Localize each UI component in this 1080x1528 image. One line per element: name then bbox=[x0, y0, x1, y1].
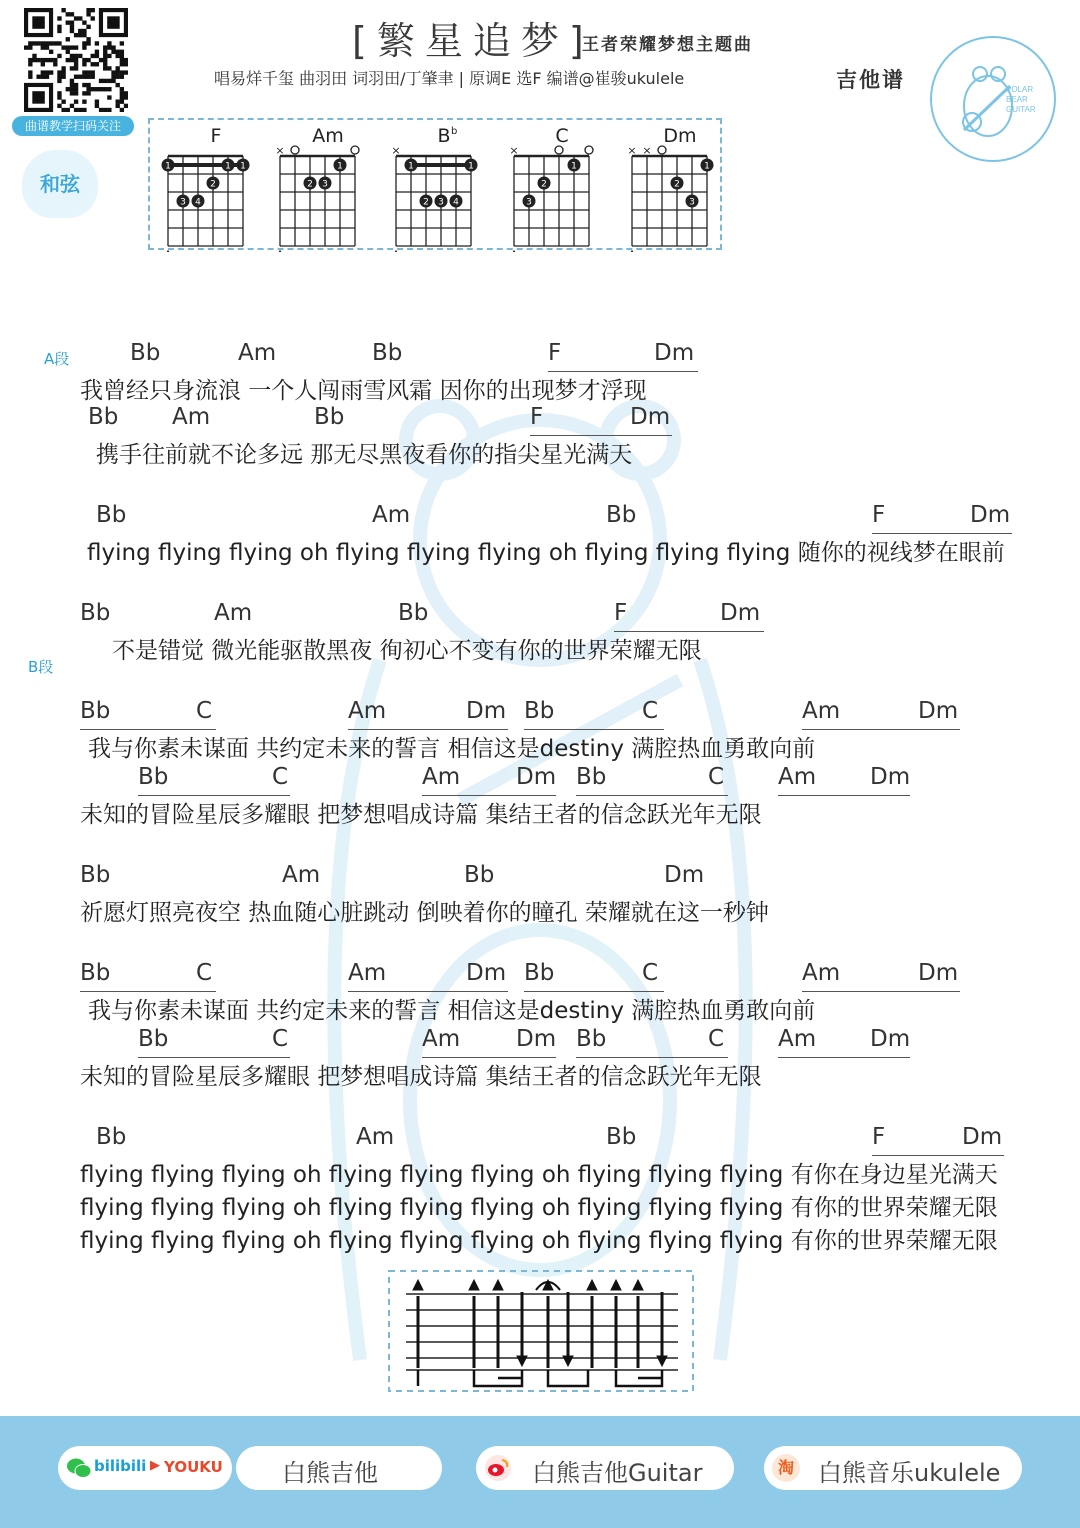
chord-label: Bb bbox=[138, 764, 169, 790]
svg-text:1: 1 bbox=[165, 161, 171, 172]
chord-label: Am bbox=[802, 698, 841, 724]
lyric-line: 我曾经只身流浪 一个人闯雨雪风霜 因你的出现梦才浮现 bbox=[80, 378, 647, 404]
chord-label: Am bbox=[422, 1026, 461, 1052]
lyric-line: flying flying flying oh flying flying flying oh flying flying flying 随你的视线梦在眼前 bbox=[87, 540, 1005, 566]
taobao-icon: 淘 bbox=[772, 1454, 800, 1482]
chord-label: Bb bbox=[96, 502, 127, 528]
chord-label: C bbox=[272, 764, 289, 790]
chord-label: Am bbox=[356, 1124, 395, 1150]
youku-play-icon: ▶ bbox=[150, 1458, 160, 1473]
chord-label: Am bbox=[172, 404, 211, 430]
chord-label: Bb bbox=[80, 960, 111, 986]
chord-label: Dm bbox=[870, 764, 911, 790]
chord-label: Bb bbox=[130, 340, 161, 366]
chord-underline bbox=[802, 729, 960, 730]
chord-underline bbox=[778, 795, 910, 796]
svg-text:2: 2 bbox=[541, 179, 547, 190]
chord-underline bbox=[778, 1057, 910, 1058]
svg-text:1: 1 bbox=[337, 161, 343, 172]
chord-label: Am bbox=[422, 764, 461, 790]
svg-text:4: 4 bbox=[453, 197, 459, 208]
video-platforms-pill[interactable] bbox=[58, 1446, 232, 1490]
svg-text:×: × bbox=[627, 144, 637, 157]
svg-text:1: 1 bbox=[408, 161, 414, 172]
lyric-line: flying flying flying oh flying flying flying oh flying flying flying 有你的世界荣耀无限 bbox=[80, 1228, 998, 1254]
chord-label: Bb bbox=[576, 764, 607, 790]
chord-diagram-f bbox=[160, 120, 272, 252]
chord-label: Bb bbox=[96, 1124, 127, 1150]
chord-label: Dm bbox=[466, 698, 507, 724]
chord-label: Dm bbox=[630, 404, 671, 430]
lyric-line: flying flying flying oh flying flying flying oh flying flying flying 有你在身边星光满天 bbox=[80, 1162, 998, 1188]
channel-name: 白熊音乐ukulele bbox=[818, 1459, 1001, 1487]
chord-label: C bbox=[708, 1026, 725, 1052]
chord-label: F bbox=[548, 340, 562, 366]
chord-label: Am bbox=[238, 340, 277, 366]
chord-label: Bb bbox=[524, 698, 555, 724]
chord-label: Am bbox=[778, 764, 817, 790]
chord-diagram-bb bbox=[388, 120, 500, 252]
chord-section-tag: 和弦 bbox=[22, 150, 98, 218]
chord-label: Bb bbox=[606, 1124, 637, 1150]
chord-label: Am bbox=[214, 600, 253, 626]
chord-label: Dm bbox=[516, 764, 557, 790]
chord-label: Dm bbox=[918, 960, 959, 986]
lyric-line: flying flying flying oh flying flying flying oh flying flying flying 有你的世界荣耀无限 bbox=[80, 1195, 998, 1221]
chord-label: Bb bbox=[80, 600, 111, 626]
chord-label: Dm bbox=[970, 502, 1011, 528]
lyric-line: 我与你素未谋面 共约定未来的誓言 相信这是destiny 满腔热血勇敢向前 bbox=[88, 736, 816, 762]
chord-label: C bbox=[196, 960, 213, 986]
channel-pill-taobao[interactable] bbox=[764, 1446, 1022, 1490]
chord-label: C bbox=[272, 1026, 289, 1052]
svg-text:×: × bbox=[642, 144, 652, 157]
svg-text:1: 1 bbox=[225, 161, 231, 172]
chord-label: Dm bbox=[962, 1124, 1003, 1150]
logo-text-line: BEAR bbox=[1006, 95, 1028, 104]
chord-label: Bb bbox=[138, 1026, 169, 1052]
lyric-line: 未知的冒险星辰多耀眼 把梦想唱成诗篇 集结王者的信念跃光年无限 bbox=[80, 802, 762, 828]
chord-flat-sup: b bbox=[451, 126, 458, 137]
chord-label: Bb bbox=[80, 862, 111, 888]
chord-label: Dm bbox=[720, 600, 761, 626]
chord-label: Dm bbox=[654, 340, 695, 366]
svg-text:1: 1 bbox=[571, 161, 577, 172]
chord-label: Dm bbox=[664, 862, 705, 888]
chord-label: F bbox=[872, 1124, 886, 1150]
svg-text:3: 3 bbox=[180, 197, 186, 208]
chord-label: Dm bbox=[516, 1026, 557, 1052]
chord-label: Bb bbox=[80, 698, 111, 724]
chord-label: Bb bbox=[398, 600, 429, 626]
logo-text-line: POLAR bbox=[1006, 85, 1034, 94]
logo-text-line: GUITAR bbox=[1006, 105, 1036, 114]
wechat-icon bbox=[66, 1456, 92, 1480]
bilibili-logo: bilibili bbox=[94, 1457, 147, 1475]
channel-pill-weibo[interactable] bbox=[476, 1446, 734, 1490]
chord-label: Am bbox=[348, 960, 387, 986]
svg-text:2: 2 bbox=[674, 179, 680, 190]
chord-name: F bbox=[210, 125, 222, 147]
lyric-line: 不是错觉 微光能驱散黑夜 徇初心不变有你的世界荣耀无限 bbox=[112, 638, 702, 664]
chord-label: C bbox=[708, 764, 725, 790]
strum-pattern bbox=[388, 1270, 694, 1392]
chord-label: Bb bbox=[88, 404, 119, 430]
channel-pill-bilibili[interactable] bbox=[236, 1446, 442, 1490]
chord-label: Dm bbox=[870, 1026, 911, 1052]
channel-name: 白熊吉他 bbox=[282, 1459, 378, 1487]
chord-name: Dm bbox=[663, 125, 697, 147]
song-title: [繁星追梦] bbox=[352, 19, 594, 63]
chord-label: Dm bbox=[918, 698, 959, 724]
chord-label: F bbox=[530, 404, 544, 430]
chord-diagram-dm bbox=[624, 120, 736, 252]
chord-diagram-c bbox=[506, 120, 618, 252]
svg-text:1: 1 bbox=[704, 161, 710, 172]
chord-label: Bb bbox=[314, 404, 345, 430]
chord-underline bbox=[802, 991, 960, 992]
chord-label: Bb bbox=[576, 1026, 607, 1052]
qr-code[interactable] bbox=[24, 8, 128, 112]
chord-label: C bbox=[196, 698, 213, 724]
qr-scan-label: 曲谱教学扫码关注 bbox=[12, 116, 134, 136]
channel-name: 白熊吉他Guitar bbox=[532, 1459, 703, 1487]
chord-label: Dm bbox=[466, 960, 507, 986]
svg-text:×: × bbox=[391, 144, 401, 157]
svg-text:×: × bbox=[509, 144, 519, 157]
svg-text:3: 3 bbox=[526, 197, 532, 208]
chord-label: Am bbox=[282, 862, 321, 888]
lyric-line: 未知的冒险星辰多耀眼 把梦想唱成诗篇 集结王者的信念跃光年无限 bbox=[80, 1064, 762, 1090]
polar-bear-guitar-logo bbox=[928, 34, 1058, 164]
svg-text:1: 1 bbox=[468, 161, 474, 172]
svg-text:2: 2 bbox=[423, 197, 429, 208]
svg-text:3: 3 bbox=[689, 197, 695, 208]
chord-name: Am bbox=[312, 125, 344, 147]
chord-name: C bbox=[555, 125, 569, 147]
section-label-a: A段 bbox=[44, 350, 70, 368]
chord-label: C bbox=[642, 960, 659, 986]
song-subtitle: 王者荣耀梦想主题曲 bbox=[582, 35, 753, 55]
chord-label: Am bbox=[802, 960, 841, 986]
youku-logo: YOUKU bbox=[164, 1458, 223, 1476]
chord-label: Bb bbox=[606, 502, 637, 528]
chord-label: F bbox=[614, 600, 628, 626]
chord-label: Bb bbox=[372, 340, 403, 366]
lyric-line: 我与你素未谋面 共约定未来的誓言 相信这是destiny 满腔热血勇敢向前 bbox=[88, 998, 816, 1024]
weibo-icon bbox=[484, 1454, 512, 1482]
lyric-line: 祈愿灯照亮夜空 热血随心脏跳动 倒映着你的瞳孔 荣耀就在这一秒钟 bbox=[80, 900, 769, 926]
svg-text:4: 4 bbox=[195, 197, 201, 208]
doc-type-label: 吉他谱 bbox=[836, 68, 905, 92]
chord-chart-box bbox=[148, 118, 722, 250]
chord-label: C bbox=[642, 698, 659, 724]
svg-text:3: 3 bbox=[438, 197, 444, 208]
chord-label: Am bbox=[372, 502, 411, 528]
svg-text:1: 1 bbox=[240, 161, 246, 172]
chord-diagram-am bbox=[272, 120, 384, 252]
chord-label: Bb bbox=[464, 862, 495, 888]
svg-text:2: 2 bbox=[210, 179, 216, 190]
chord-label: Bb bbox=[524, 960, 555, 986]
section-label-b: B段 bbox=[28, 658, 54, 676]
chord-label: F bbox=[872, 502, 886, 528]
chord-name: B bbox=[437, 125, 451, 147]
lyric-line: 携手往前就不论多远 那无尽黑夜看你的指尖星光满天 bbox=[96, 442, 633, 468]
svg-text:3: 3 bbox=[322, 179, 328, 190]
svg-text:2: 2 bbox=[307, 179, 313, 190]
chord-label: Am bbox=[778, 1026, 817, 1052]
song-credits: 唱易烊千玺 曲羽田 词羽田/丁肇聿 | 原调E 选F 编谱@崔骏ukulele bbox=[214, 69, 685, 88]
chord-label: Am bbox=[348, 698, 387, 724]
svg-text:×: × bbox=[275, 144, 285, 157]
